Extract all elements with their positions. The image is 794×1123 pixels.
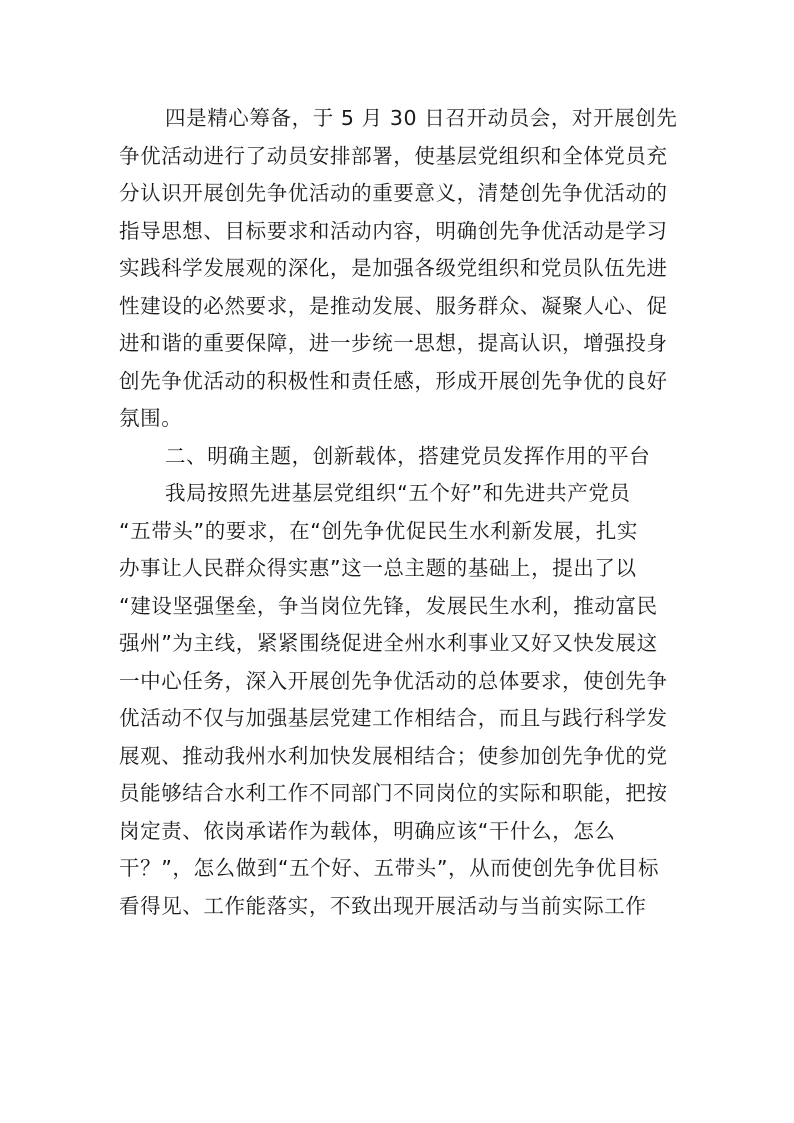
text-line: 指导思想、目标要求和活动内容，明确创先争优活动是学习 [119,218,668,243]
text-line: 强州”为主线，紧紧围绕促进全州水利事业又好又快发展这 [119,631,658,655]
text-line: 我局按照先进基层党组织“五个好”和先进共产党员 [165,481,631,505]
text-line: “五带头”的要求，在“创先争优促民生水利新发展，扎实 [119,518,638,543]
text-line: 分认识开展创先争优活动的重要意义，清楚创先争优活动的 [119,181,668,205]
text-line: 进和谐的重要保障，进一步统一思想，提高认识，增强投身 [119,331,668,355]
text-line: 办事让人民群众得实惠”这一总主题的基础上，提出了以 [119,556,637,580]
text-line: 四是精心筹备，于 5 月 30 日召开动员会，对开展创先 [165,106,678,130]
text-line: 一中心任务，深入开展创先争优活动的总体要求，使创先争 [119,668,668,693]
text-line: 创先争优活动的积极性和责任感，形成开展创先争优的良好 [119,368,668,393]
text-line: 氛围。 [119,406,183,430]
text-line: 干？”，怎么做到“五个好、五带头”，从而使创先争优目标 [119,856,660,880]
text-line: 展观、推动我州水利加快发展相结合；使参加创先争优的党 [119,743,668,768]
text-line: 岗定责、依岗承诺作为载体，明确应该“干什么，怎么 [119,818,616,843]
text-line: 实践科学发展观的深化，是加强各级党组织和党员队伍先进 [119,256,668,280]
text-line: 看得见、工作能落实，不致出现开展活动与当前实际工作 [119,893,647,918]
text-line: 争优活动进行了动员安排部署，使基层党组织和全体党员充 [119,143,668,168]
text-line: 性建设的必然要求，是推动发展、服务群众、凝聚人心、促 [119,293,668,318]
text-line: 员能够结合水利工作不同部门不同岗位的实际和职能，把按 [119,781,668,805]
text-line: 二、明确主题，创新载体，搭建党员发挥作用的平台 [165,443,651,468]
text-line: “建设坚强堡垒，争当岗位先锋，发展民生水利，推动富民 [119,593,658,618]
text-line: 优活动不仅与加强基层党建工作相结合，而且与践行科学发 [119,706,668,730]
document-body [119,100,679,925]
